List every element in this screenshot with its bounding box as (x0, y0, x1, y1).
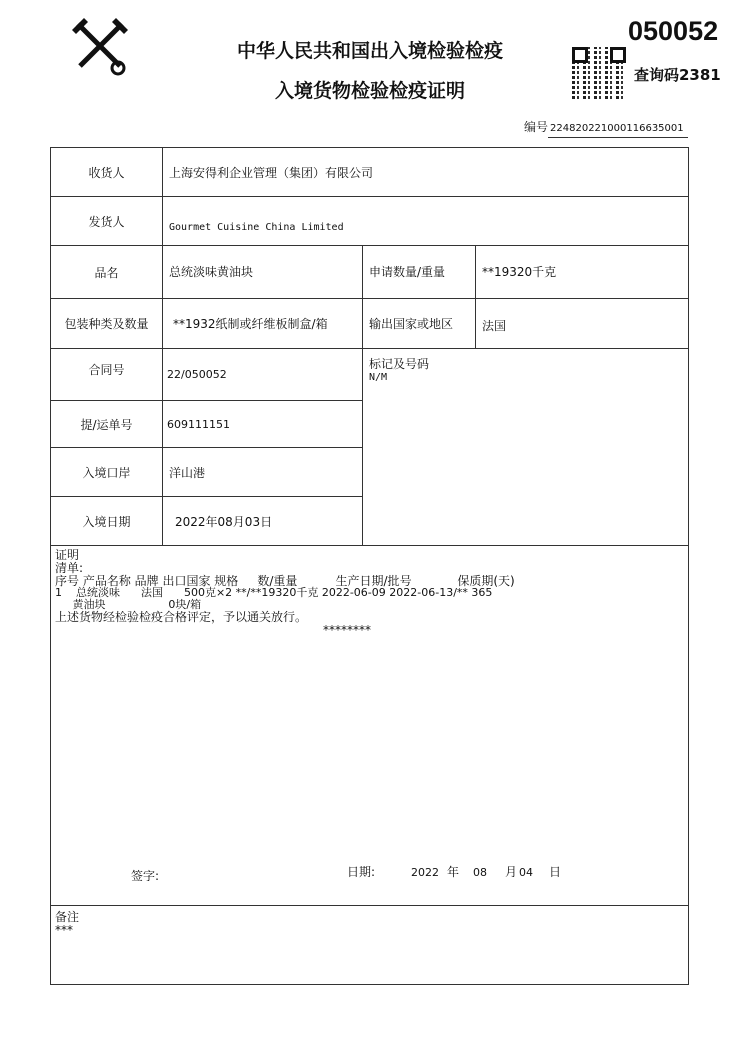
serial-label: 编号 (524, 120, 549, 134)
issue-month: 08 (473, 866, 487, 879)
quantity-value: **19320千克 (475, 245, 689, 299)
statement: 上述货物经检验检疫合格评定，予以通关放行。 (55, 610, 308, 624)
certificate-title: 证明 (55, 548, 80, 562)
consignor-label: 发货人 (50, 196, 163, 246)
remarks-section (50, 905, 689, 985)
title-sub: 入境货物检验检疫证明 (274, 80, 465, 102)
origin-label: 输出国家或地区 (362, 298, 476, 349)
issue-date-label: 日期: (347, 865, 376, 879)
remarks-value: *** (55, 923, 73, 937)
query-code: 查询码2381 (634, 66, 721, 84)
serial-value: 224820221000116635001 (548, 123, 688, 138)
contract-label: 合同号 (50, 348, 163, 401)
list-header: 序号 产品名称 品牌 出口国家 规格 数/重量 生产日期/批号 保质期(天) (55, 574, 515, 588)
product-value: 总统淡味黄油块 (162, 245, 363, 299)
bl-label: 提/运单号 (50, 400, 163, 448)
title-main: 中华人民共和国出入境检验检疫 (236, 40, 503, 62)
certificate-number: 050052 (628, 16, 719, 46)
certificate-section (50, 545, 689, 906)
list-label: 清单: (55, 561, 84, 575)
consignor-value: Gourmet Cuisine China Limited (162, 196, 689, 246)
port-value: 洋山港 (162, 447, 363, 497)
list-row: 1 总统淡味 法国 500克×2 **/**19320千克 2022-06-09 2022-06-13/** 365 (55, 586, 493, 599)
date-label: 入境日期 (50, 496, 163, 546)
contract-value: 22/050052 (162, 348, 363, 401)
sign-label: 签字: (131, 869, 160, 883)
product-label: 品名 (50, 245, 163, 299)
consignee-label: 收货人 (50, 147, 163, 197)
day-unit: 日 (549, 865, 562, 879)
package-label: 包装种类及数量 (50, 298, 163, 349)
quantity-label: 申请数量/重量 (362, 245, 476, 299)
stars: ******** (323, 623, 371, 637)
serial-number (524, 118, 688, 135)
year-unit: 年 (447, 865, 460, 879)
origin-value: 法国 (475, 298, 689, 349)
issue-day: 04 (519, 866, 533, 879)
issue-year: 2022 (411, 866, 439, 879)
list-row-cont: 黄油块 0块/箱 (55, 598, 202, 611)
consignee-value: 上海安得利企业管理（集团）有限公司 (162, 147, 689, 197)
bl-value: 609111151 (162, 400, 363, 448)
qr-code (572, 47, 626, 101)
port-label: 入境口岸 (50, 447, 163, 497)
marks-value: N/M (369, 372, 388, 383)
marks-label: 标记及号码 (369, 357, 430, 371)
marks-cell (362, 348, 689, 546)
remarks-label: 备注 (55, 910, 80, 924)
month-unit: 月 (505, 865, 518, 879)
issue-date (347, 866, 561, 879)
customs-emblem-icon (70, 16, 130, 76)
package-value: **1932纸制或纤维板制盒/箱 (162, 298, 363, 349)
date-value: 2022年08月03日 (162, 496, 363, 546)
